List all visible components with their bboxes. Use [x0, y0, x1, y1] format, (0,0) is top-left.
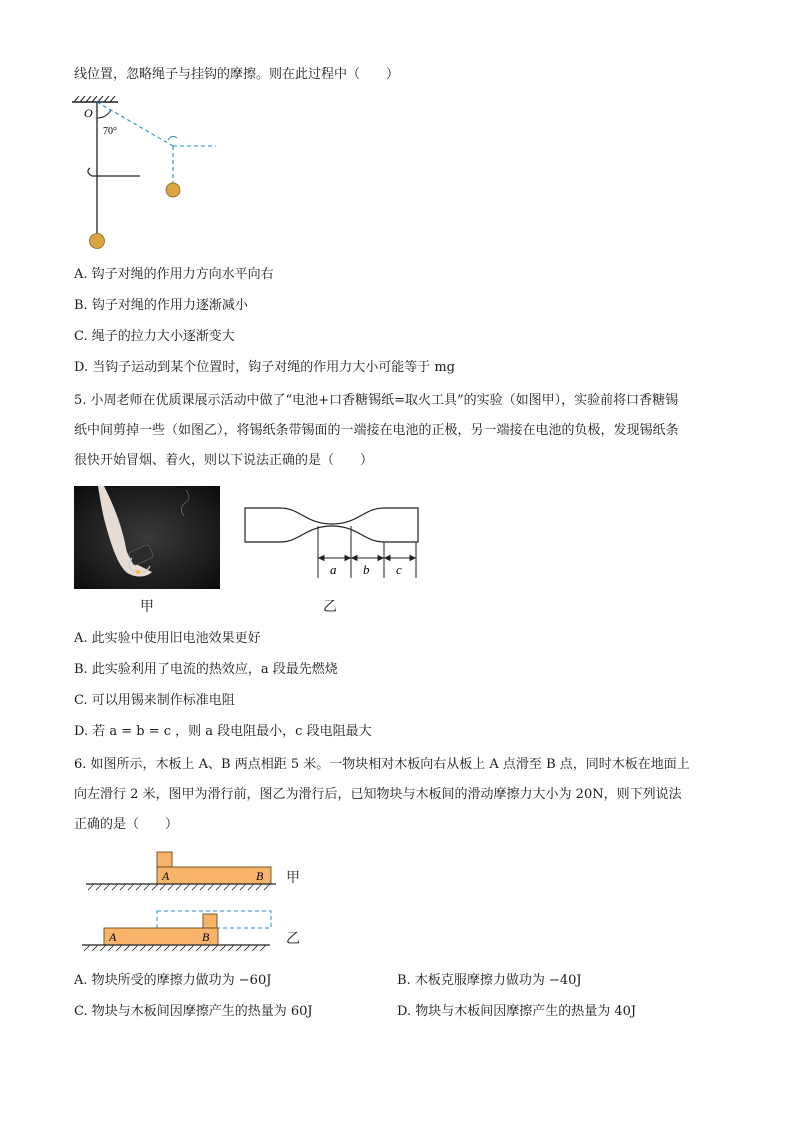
- angle-label: 70°: [103, 126, 117, 137]
- caption-jia: 甲: [140, 599, 154, 615]
- ball-moved: [166, 183, 180, 197]
- ground-before-hatch: [88, 884, 270, 890]
- board-after: [104, 928, 218, 945]
- q6-caption-yi: 乙: [286, 931, 300, 947]
- q6-option-b: B. 木板克服摩擦力做功为 −40J: [397, 973, 582, 988]
- hook-dashed-icon: [168, 136, 177, 140]
- board-before-label-b: B: [256, 869, 264, 883]
- segment-c-label: c: [396, 562, 402, 577]
- foil-strip-figure: [240, 502, 422, 582]
- segment-b-label: b: [363, 562, 370, 577]
- q6-option-a: A. 物块所受的摩擦力做功为 −60J: [74, 973, 272, 988]
- q6-stem-line2: 向左滑行 2 米，图甲为滑行前，图乙为滑行后，已知物块与木板间的滑动摩擦力大小为 20N，则下列说法: [74, 787, 682, 802]
- q5-option-c: C. 可以用锡来制作标准电阻: [74, 693, 235, 708]
- q6-board-figure: [80, 848, 310, 956]
- board-before: [157, 867, 271, 884]
- q6-option-d: D. 物块与木板间因摩擦产生的热量为 40J: [397, 1004, 637, 1019]
- q5-stem-line3: 很快开始冒烟、着火，则以下说法正确的是（ ）: [74, 453, 374, 468]
- q6-option-c: C. 物块与木板间因摩擦产生的热量为 60J: [74, 1004, 313, 1019]
- q4-option-b: B. 钩子对绳的作用力逐渐减小: [74, 298, 248, 313]
- caption-yi: 乙: [323, 599, 337, 615]
- q6-stem-line3: 正确的是（ ）: [74, 817, 179, 832]
- photo-jia: [74, 486, 220, 589]
- board-after-label-b: B: [202, 930, 210, 944]
- hook-icon: [88, 168, 140, 176]
- q5-option-b: B. 此实验利用了电流的热效应，a 段最先燃烧: [74, 662, 338, 677]
- flame-dot: [136, 570, 140, 574]
- board-after-label-a: A: [109, 930, 117, 944]
- q4-pendulum-figure: [70, 96, 230, 256]
- board-before-label-a: A: [162, 869, 170, 883]
- q4-intro-tail: 线位置，忽略绳子与挂钩的摩擦。则在此过程中（ ）: [74, 67, 400, 82]
- block-after: [203, 914, 217, 928]
- block-before: [157, 852, 172, 867]
- q5-stem-line1: 5. 小周老师在优质课展示活动中做了“电池+口香糖锡纸=取火工具”的实验（如图甲），实验前将口香糖锡: [74, 393, 679, 408]
- q4-option-d: D. 当钩子运动到某个位置时，钩子对绳的作用力大小可能等于 mg: [74, 360, 456, 375]
- q6-stem-line1: 6. 如图所示，木板上 A、B 两点相距 5 米。一物块相对木板向右从板上 A 点滑至 B 点，同时木板在地面上: [74, 757, 690, 772]
- strip-outline: [245, 508, 418, 542]
- ball-initial: [90, 234, 105, 249]
- q4-option-a: A. 钩子对绳的作用力方向水平向右: [74, 267, 274, 282]
- q6-caption-jia: 甲: [286, 870, 300, 886]
- angle-arc: [97, 110, 111, 118]
- ceiling-hatch: [74, 96, 115, 102]
- point-o-label: O: [84, 106, 93, 120]
- q5-option-d: D. 若 a = b = c ，则 a 段电阻最小，c 段电阻最大: [74, 724, 372, 739]
- q5-option-a: A. 此实验中使用旧电池效果更好: [74, 631, 261, 646]
- dashed-rope-slant: [97, 102, 173, 146]
- segment-arrows: [319, 556, 415, 561]
- q5-stem-line2: 纸中间剪掉一些（如图乙），将锡纸条带锡面的一端接在电池的正极，另一端接在电池的负极，发现锡纸条: [74, 423, 679, 438]
- q4-option-c: C. 绳子的拉力大小逐渐变大: [74, 329, 235, 344]
- segment-a-label: a: [330, 562, 337, 577]
- ground-after-hatch: [84, 945, 266, 951]
